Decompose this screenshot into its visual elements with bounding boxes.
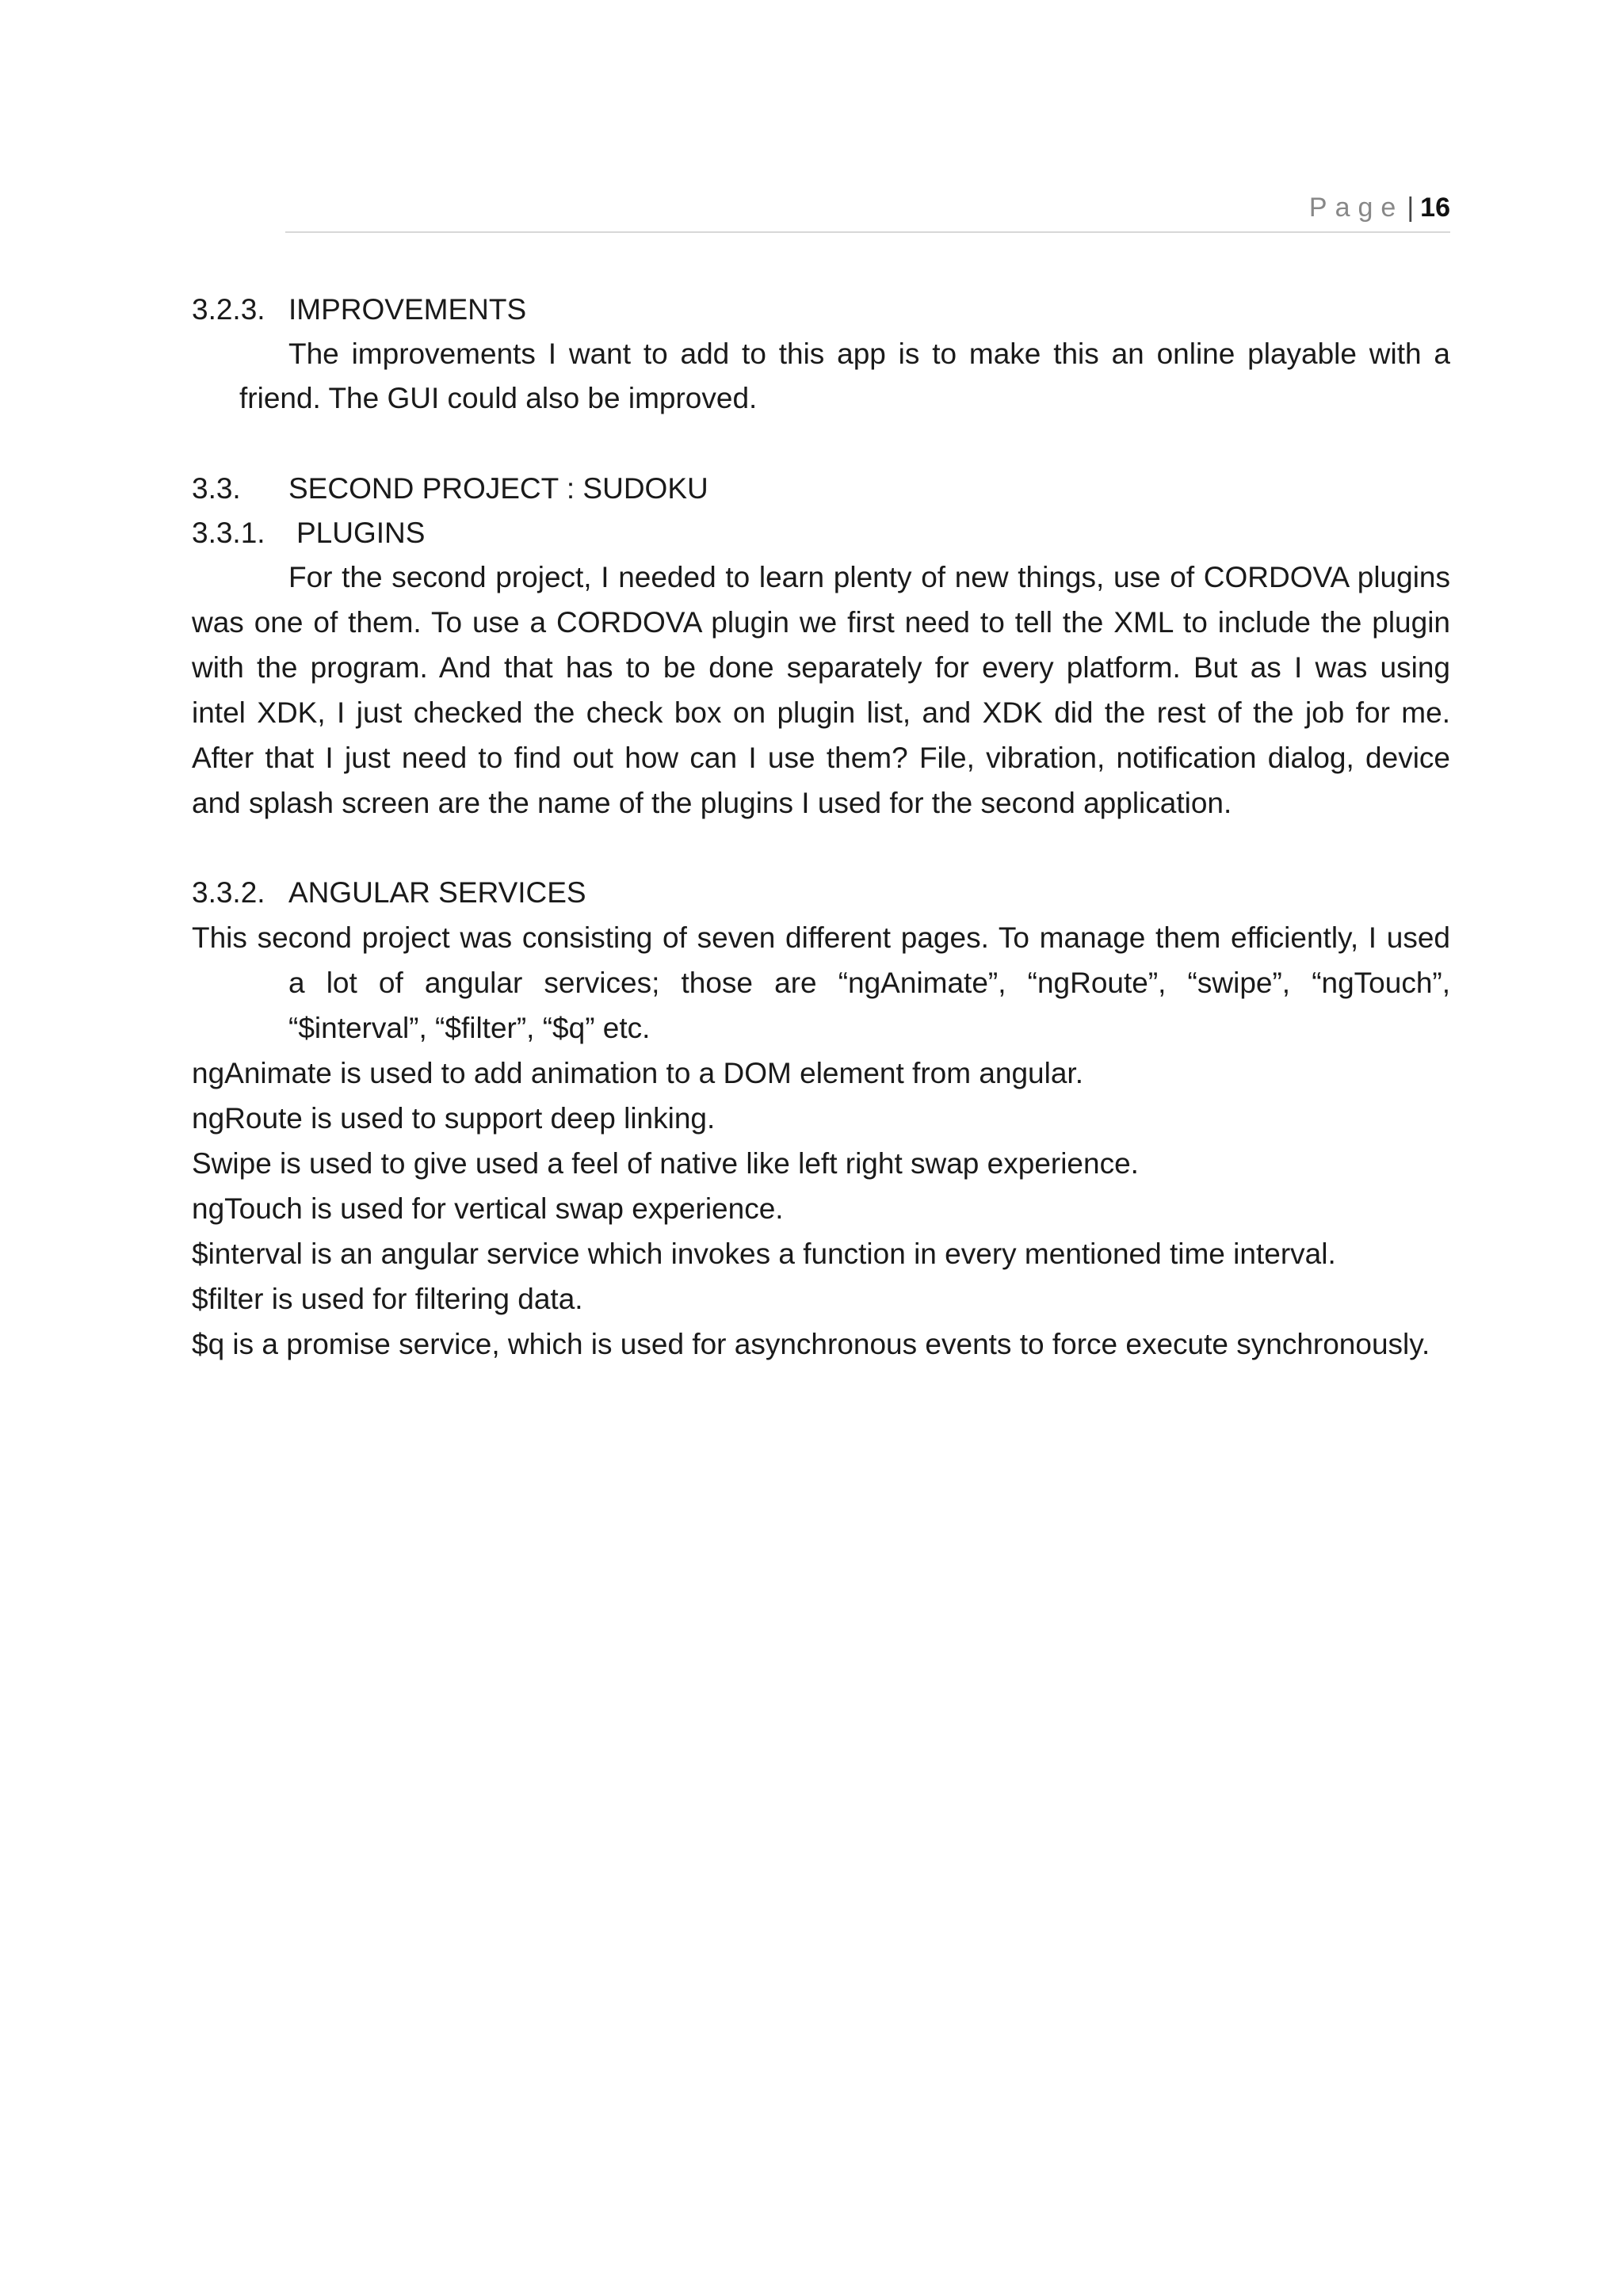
paragraph-line: a lot of angular services; those are “ngAnimate”, “ngRoute”, “swipe”, “ngTouch”, [288,967,1450,999]
paragraph-line: and splash screen are the name of the plugins I used for the second application. [192,787,1232,819]
paragraph-line: The improvements I want to add to this app is to make this an online playable with a [288,338,1450,370]
paragraph-line: friend. The GUI could also be improved. [239,382,758,414]
page-number: 16 [1420,193,1450,223]
section-number: 3.3.1. [192,517,265,549]
paragraph-line: Swipe is used to give used a feel of native like left right swap experience. [192,1147,1139,1180]
paragraph-line: intel XDK, I just checked the check box on plugin list, and XDK did the rest of the job for me. [192,696,1450,729]
paragraph-line: For the second project, I needed to learn plenty of new things, use of CORDOVA plugins [288,561,1450,593]
section-number: 3.2.3. [192,293,265,326]
section-heading [192,875,586,911]
paragraph-line: was one of them. To use a CORDOVA plugin we first need to tell the XML to include the plugin [192,606,1450,639]
paragraph-line: $filter is used for filtering data. [192,1283,583,1315]
section-title: ANGULAR SERVICES [288,876,586,909]
paragraph-line: “$interval”, “$filter”, “$q” etc. [288,1012,651,1044]
paragraph-line: After that I just need to find out how can I use them? File, vibration, notification dialog, device [192,742,1450,774]
paragraph-line: ngTouch is used for vertical swap experience. [192,1192,784,1225]
section-heading [192,471,708,507]
section-number: 3.3. [192,472,241,505]
paragraph-line: ngRoute is used to support deep linking. [192,1102,716,1135]
page-number-label [1309,192,1450,223]
paragraph-line: ngAnimate is used to add animation to a DOM element from angular. [192,1057,1083,1089]
section-title: PLUGINS [296,517,426,549]
page-separator: | [1407,193,1415,223]
page-header [285,184,1450,233]
section-heading [192,292,526,328]
section-number: 3.3.2. [192,876,265,909]
paragraph-line: $q is a promise service, which is used for asynchronous events to force execute synchronously. [192,1328,1430,1360]
section-title: SECOND PROJECT : SUDOKU [288,472,708,505]
section-title: IMPROVEMENTS [288,293,527,326]
paragraph-line: This second project was consisting of seven different pages. To manage them efficiently, I used [192,921,1450,954]
page-word: Page [1308,193,1404,223]
section-heading [192,515,425,551]
paragraph-line: $interval is an angular service which invokes a function in every mentioned time interval. [192,1238,1336,1270]
paragraph-line: with the program. And that has to be done separately for every platform. But as I was using [192,651,1450,684]
